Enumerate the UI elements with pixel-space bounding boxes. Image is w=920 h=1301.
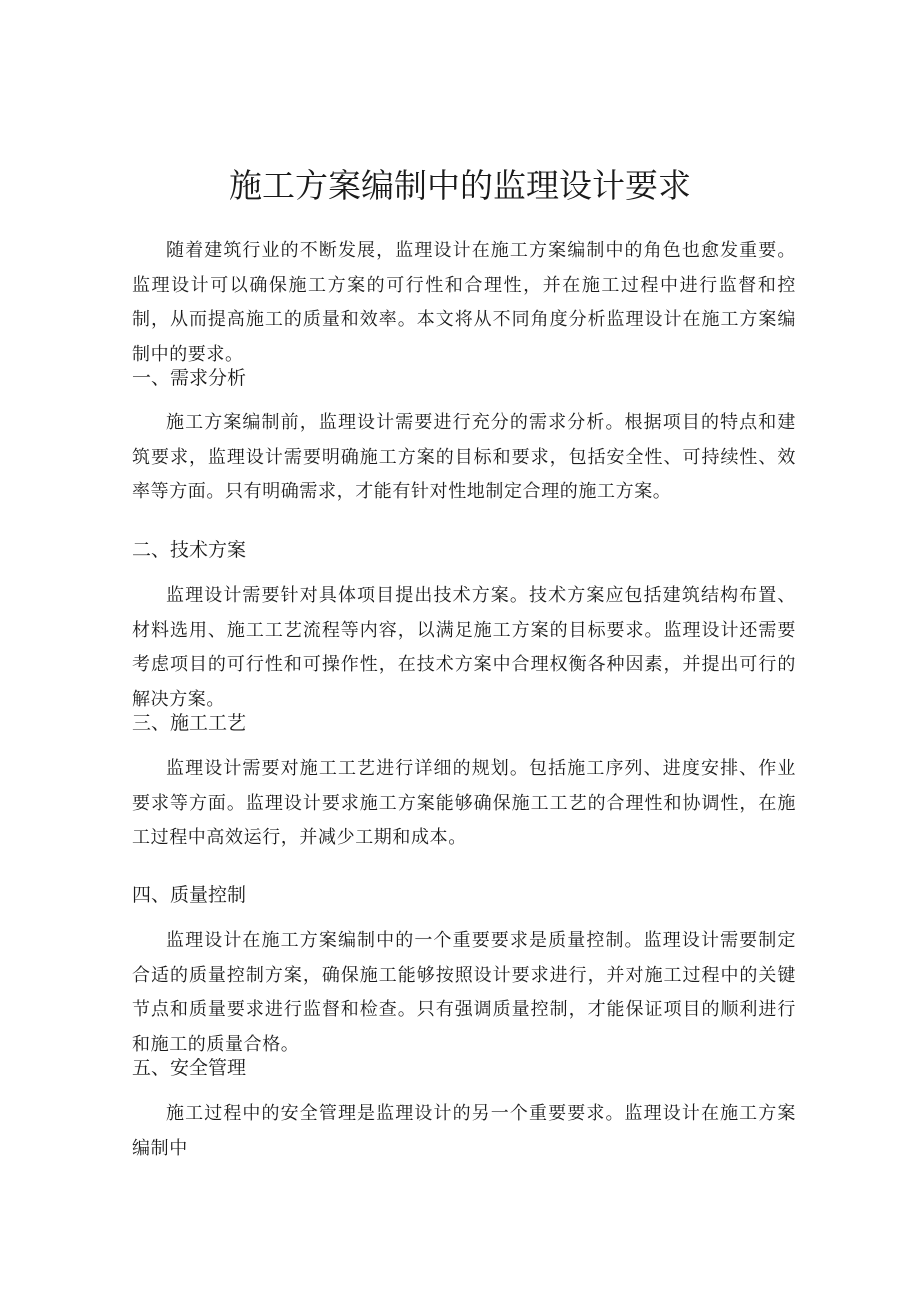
section-body-quality: 监理设计在施工方案编制中的一个重要要求是质量控制。监理设计需要制定合适的质量控制方案，确保施工能够按照设计要求进行，并对施工过程中的关键节点和质量要求进行监督和检查。只有强调质量控制，才能保证项目的顺利进行和施工的质量合格。 (132, 930, 796, 1055)
section-body-technical: 监理设计需要针对具体项目提出技术方案。技术方案应包括建筑结构布置、材料选用、施工工艺流程等内容，以满足施工方案的目标要求。监理设计还需要考虑项目的可行性和可操作性，在技术方案中合理权衡各种因素，并提出可行的解决方案。 (132, 585, 796, 710)
section-body-safety: 施工过程中的安全管理是监理设计的另一个重要要求。监理设计在施工方案编制中 (132, 1103, 796, 1159)
section-heading-quality: 四、质量控制 (132, 884, 247, 906)
section-heading-requirements: 一、需求分析 (132, 367, 247, 389)
section-heading-process: 三、施工工艺 (132, 712, 247, 734)
section-body-requirements: 施工方案编制前，监理设计需要进行充分的需求分析。根据项目的特点和建筑要求，监理设计需要明确施工方案的目标和要求，包括安全性、可持续性、效率等方面。只有明确需求，才能有针对性地制定合理的施工方案。 (132, 412, 796, 502)
document-title: 施工方案编制中的监理设计要求 (229, 166, 691, 205)
intro-paragraph: 随着建筑行业的不断发展，监理设计在施工方案编制中的角色也愈发重要。监理设计可以确保施工方案的可行性和合理性，并在施工过程中进行监督和控制，从而提高施工的质量和效率。本文将从不同角度分析监理设计在施工方案编制中的要求。 (132, 240, 796, 365)
section-body-process: 监理设计需要对施工工艺进行详细的规划。包括施工序列、进度安排、作业要求等方面。监理设计要求施工方案能够确保施工工艺的合理性和协调性，在施工过程中高效运行，并减少工期和成本。 (132, 758, 796, 848)
section-heading-technical: 二、技术方案 (132, 539, 247, 561)
section-heading-safety: 五、安全管理 (132, 1057, 247, 1079)
